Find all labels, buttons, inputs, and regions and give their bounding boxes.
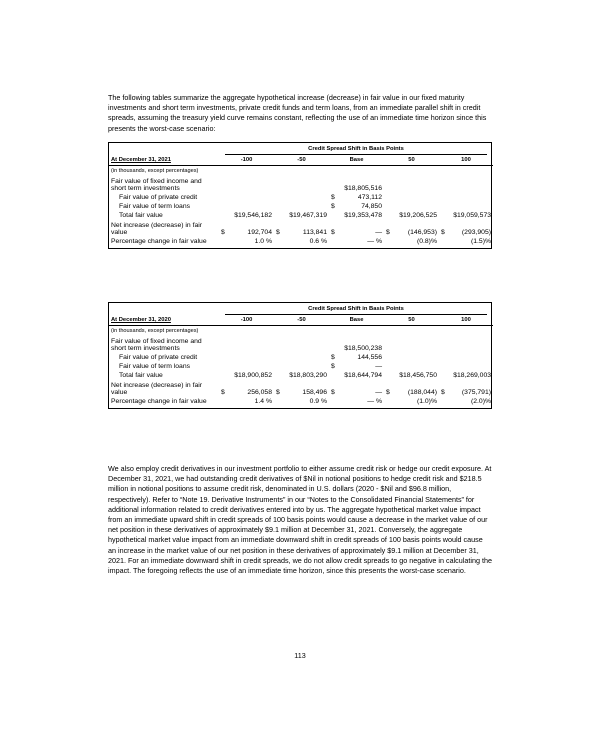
net-change-cell [439, 221, 493, 237]
empty-cell [384, 202, 439, 211]
empty-cell [219, 335, 274, 353]
currency-symbol: $ [331, 363, 335, 371]
base-value-cell [329, 362, 384, 371]
row-label: Fair value of term loans [119, 363, 191, 371]
currency-symbol: $ [386, 228, 390, 236]
pct-change-value: (1.0)% [416, 398, 437, 406]
empty-cell [219, 202, 274, 211]
empty-cell [384, 353, 439, 362]
net-change-value: 113,841 [302, 228, 327, 236]
row-label: Fair value of private credit [119, 194, 198, 202]
currency-symbol: $ [441, 388, 445, 396]
empty-cell [439, 335, 493, 353]
net-change-value: — [375, 228, 382, 236]
empty-cell [384, 362, 439, 371]
currency-symbol: $ [221, 388, 225, 396]
total-value: $18,644,794 [344, 372, 382, 380]
empty-cell [274, 175, 329, 193]
empty-cell [274, 202, 329, 211]
empty-cell [219, 175, 274, 193]
column-header: 50 [384, 157, 439, 166]
column-header: 100 [439, 317, 493, 326]
units-note: (in thousands, except percentages) [111, 168, 199, 175]
empty-cell [439, 193, 493, 202]
net-change-cell [384, 381, 439, 397]
empty-cell [384, 326, 439, 335]
base-value-cell [329, 193, 384, 202]
total-value: $18,456,750 [399, 372, 437, 380]
empty-cell [384, 175, 439, 193]
empty-cell [274, 362, 329, 371]
total-value: $19,467,319 [289, 212, 327, 220]
total-value: $19,353,478 [344, 212, 382, 220]
net-change-value: (293,905) [461, 228, 492, 236]
net-change-cell [329, 221, 384, 237]
credit-spread-table-2021 [108, 142, 492, 249]
date-label-text: At December 31, 2021 [111, 157, 171, 164]
net-change-cell [274, 381, 329, 397]
row-label: Percentage change in fair value [111, 398, 207, 406]
base-value: 144,556 [357, 354, 382, 362]
row-label: Total fair value [119, 372, 163, 380]
intro-paragraph: The following tables summarize the aggregate hypothetical increase (decrease) in fair value in our fixed maturity investments and short term investments, private credit funds and term loans, from an immediate parallel shift in credit spreads, assuming the treasury yield curve remains constant, reflecting the use of an immediate time horizon since this presents the worst-case scenario: [108, 93, 487, 133]
empty-cell [329, 326, 384, 335]
currency-symbol: $ [331, 194, 335, 202]
base-value: 74,850 [361, 203, 382, 211]
empty-cell [219, 193, 274, 202]
currency-symbol: $ [221, 228, 225, 236]
net-change-value: 192,704 [247, 228, 272, 236]
net-change-value: 256,058 [247, 388, 272, 396]
empty-cell [439, 326, 493, 335]
net-change-value: 158,496 [302, 388, 327, 396]
total-value: $18,900,852 [234, 372, 272, 380]
net-change-cell [219, 221, 274, 237]
currency-symbol: $ [331, 228, 335, 236]
row-label: Fair value of term loans [119, 203, 191, 211]
empty-cell [274, 193, 329, 202]
base-value-cell [329, 202, 384, 211]
row-label: Fair value of fixed income and short term investments [111, 337, 202, 352]
spread-shift-header-text: Credit Spread Shift in Basis Points [225, 306, 487, 315]
base-value: 473,112 [357, 194, 382, 202]
spread-shift-header [219, 143, 493, 157]
currency-symbol: $ [276, 388, 280, 396]
row-label: Total fair value [119, 212, 163, 220]
total-value: $18,269,003 [453, 372, 492, 380]
pct-change-value: 1.4 % [254, 398, 272, 406]
total-value: $19,546,182 [234, 212, 272, 220]
currency-symbol: $ [441, 228, 445, 236]
empty-cell [274, 326, 329, 335]
currency-symbol: $ [331, 388, 335, 396]
empty-cell [384, 335, 439, 353]
pct-change-value: (1.5)% [470, 238, 492, 246]
empty-cell [274, 166, 329, 175]
total-value: $19,059,573 [453, 212, 492, 220]
credit-derivatives-paragraph: We also employ credit derivatives in our investment portfolio to either assume credit risk or hedge our credit exposure. At December 31, 2021, we had outstanding credit derivatives of $Nil in notional positions to hedge credit risk and $218.5 million in notional positions to assume credit risk, denominated in U.S. dollars (2020 - $Nil and $96.8 million, respectively). Refer to “Note 19. Derivative Instruments” in our “Notes to the Consolidated Financial Statements” for additional information related to credit derivatives entered into by us. The aggregate hypothetical market value impact from an immediate upward shift in credit spreads of 100 basis points would cause a decrease in the market value of our net position in these derivatives of approximately $9.1 million at December 31, 2021. Conversely, the aggregate hypothetical market value impact from an immediate downward shift in credit spreads of 100 basis points would cause an increase in the market value of our net position in these derivatives of approximately $9.1 million at December 31, 2021. For an immediate downward shift in credit spreads, we do not allow credit spreads to go negative in calculating the impact. The foregoing reflects the use of an immediate time horizon, since this presents the worst-case scenario. [108, 464, 492, 576]
empty-cell [439, 362, 493, 371]
pct-change-value: 0.6 % [309, 238, 327, 246]
currency-symbol: $ [386, 388, 390, 396]
net-change-cell [219, 381, 274, 397]
header-spacer [109, 303, 219, 317]
credit-spread-table-2020 [108, 302, 492, 409]
net-change-cell [274, 221, 329, 237]
column-header: 100 [439, 157, 493, 166]
base-value: — [375, 363, 382, 371]
pct-change-value: 1.0 % [254, 238, 272, 246]
net-change-cell [329, 381, 384, 397]
pct-change-value: — % [367, 398, 382, 406]
net-change-value: — [375, 388, 382, 396]
row-label: Fair value of fixed income and short term investments [111, 177, 202, 192]
empty-cell [274, 335, 329, 353]
base-value: $18,500,238 [344, 344, 382, 352]
column-header: -100 [219, 317, 274, 326]
currency-symbol: $ [276, 228, 280, 236]
empty-cell [274, 353, 329, 362]
spread-shift-header-text: Credit Spread Shift in Basis Points [225, 146, 487, 155]
page-number: 113 [294, 651, 306, 660]
empty-cell [439, 175, 493, 193]
row-label: Percentage change in fair value [111, 238, 207, 246]
row-label: Net increase (decrease) in fair value [111, 221, 203, 236]
pct-change-value: (0.8)% [416, 238, 437, 246]
total-value: $19,206,525 [399, 212, 437, 220]
spread-shift-header [219, 303, 493, 317]
total-value: $18,803,290 [289, 372, 327, 380]
empty-cell [384, 193, 439, 202]
net-change-cell [439, 381, 493, 397]
net-change-value: (375,791) [461, 388, 492, 396]
currency-symbol: $ [331, 203, 335, 211]
empty-cell [439, 202, 493, 211]
column-header: -100 [219, 157, 274, 166]
pct-change-value: 0.9 % [309, 398, 327, 406]
net-change-value: (188,044) [407, 388, 437, 396]
column-header: -50 [274, 157, 329, 166]
column-header: 50 [384, 317, 439, 326]
empty-cell [219, 353, 274, 362]
row-label: Net increase (decrease) in fair value [111, 381, 203, 396]
date-label [109, 317, 219, 326]
empty-cell [439, 166, 493, 175]
units-note: (in thousands, except percentages) [111, 328, 199, 335]
empty-cell [219, 362, 274, 371]
column-header: -50 [274, 317, 329, 326]
pct-change-value: (2.0)% [470, 398, 492, 406]
base-value-cell [329, 353, 384, 362]
base-value: $18,805,516 [344, 184, 382, 192]
row-label: Fair value of private credit [119, 354, 198, 362]
pct-change-value: — % [367, 238, 382, 246]
empty-cell [384, 166, 439, 175]
header-spacer [109, 143, 219, 157]
net-change-value: (146,953) [407, 228, 437, 236]
net-change-cell [384, 221, 439, 237]
date-label [109, 157, 219, 166]
date-label-text: At December 31, 2020 [111, 317, 171, 324]
column-header: Base [329, 157, 384, 166]
empty-cell [439, 353, 493, 362]
currency-symbol: $ [331, 354, 335, 362]
empty-cell [219, 326, 274, 335]
empty-cell [219, 166, 274, 175]
column-header: Base [329, 317, 384, 326]
empty-cell [329, 166, 384, 175]
